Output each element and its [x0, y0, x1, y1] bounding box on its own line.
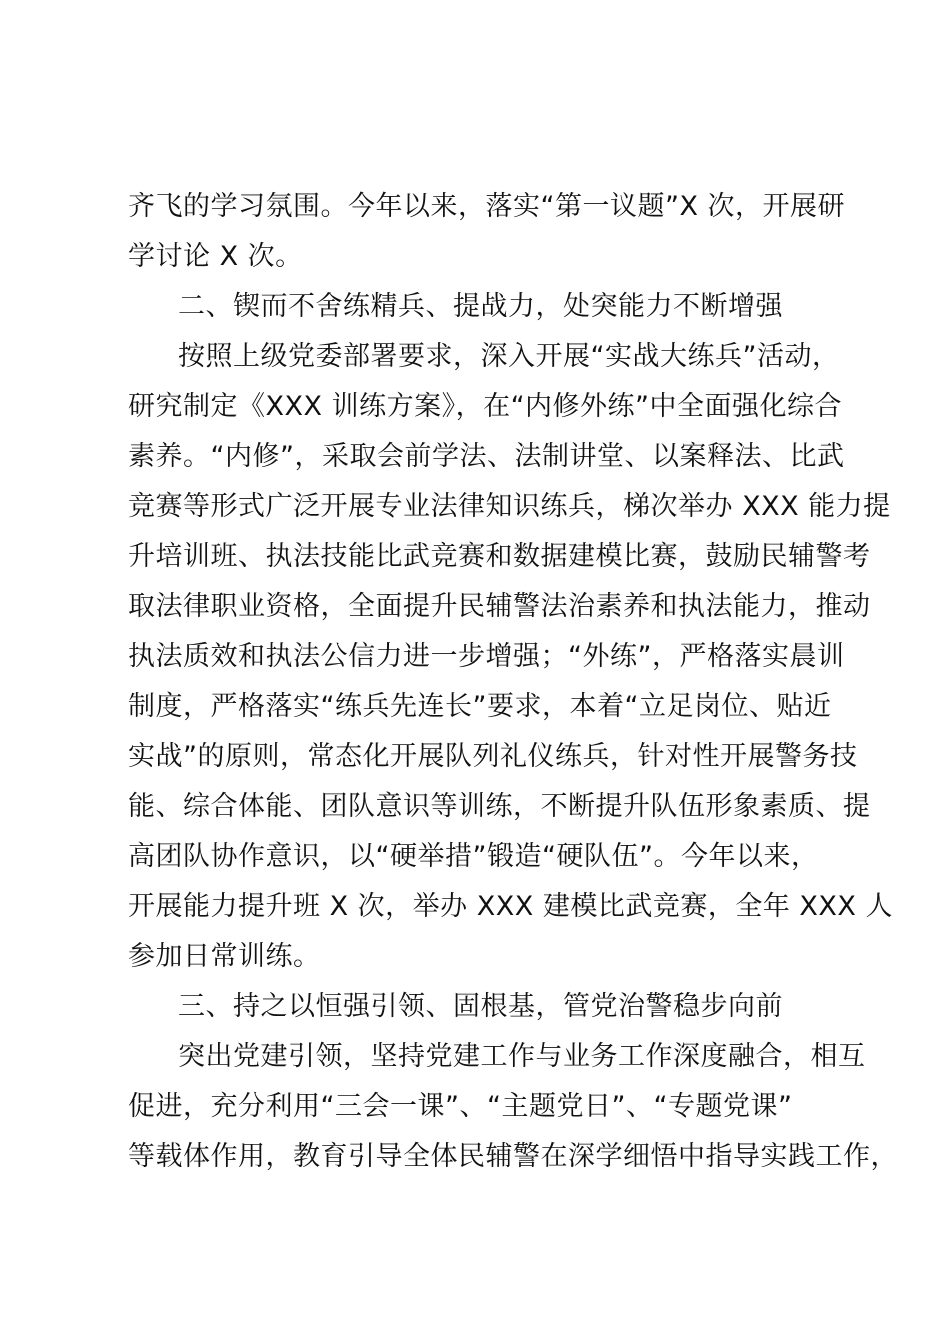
body-text-line: 升培训班、执法技能比武竞赛和数据建模比赛，鼓励民辅警考 [128, 541, 871, 572]
body-text-line: 高团队协作意识，以“硬举措”锻造“硬队伍”。今年以来， [128, 841, 819, 872]
body-text-line: 研究制定《XXX 训练方案》，在“内修外练”中全面强化综合 [128, 391, 843, 422]
body-text-line: 实战”的原则，常态化开展队列礼仪练兵，针对性开展警务技 [128, 741, 858, 772]
body-text-line: 能、综合体能、团队意识等训练，不断提升队伍形象素质、提 [128, 791, 871, 822]
section-heading: 三、持之以恒强引领、固根基，管党治警稳步向前 [178, 991, 783, 1022]
body-text-line: 开展能力提升班 X 次，举办 XXX 建模比武竞赛，全年 XXX 人 [128, 891, 893, 922]
body-text-line: 突出党建引领，坚持党建工作与业务工作深度融合，相互 [178, 1041, 866, 1072]
body-text-line: 竞赛等形式广泛开展专业法律知识练兵，梯次举办 XXX 能力提 [128, 491, 891, 522]
section-heading: 二、锲而不舍练精兵、提战力，处突能力不断增强 [178, 291, 783, 322]
body-text-line: 制度，严格落实“练兵先连长”要求，本着“立足岗位、贴近 [128, 691, 832, 722]
body-text-line: 执法质效和执法公信力进一步增强；“外练”，严格落实晨训 [128, 641, 845, 672]
body-text-line: 按照上级党委部署要求，深入开展“实战大练兵”活动， [178, 341, 840, 372]
body-text-line: 素养。“内修”，采取会前学法、法制讲堂、以案释法、比武 [128, 441, 845, 472]
body-text-line: 促进，充分利用“三会一课”、“主题党日”、“专题党课” [128, 1091, 793, 1122]
body-text-line: 等载体作用，教育引导全体民辅警在深学细悟中指导实践工作， [128, 1141, 898, 1172]
body-text-line: 学讨论 X 次。 [128, 241, 303, 272]
body-text-line: 参加日常训练。 [128, 941, 321, 972]
body-text-line: 齐飞的学习氛围。今年以来，落实“第一议题”X 次，开展研 [128, 191, 846, 222]
body-text-line: 取法律职业资格，全面提升民辅警法治素养和执法能力，推动 [128, 591, 871, 622]
